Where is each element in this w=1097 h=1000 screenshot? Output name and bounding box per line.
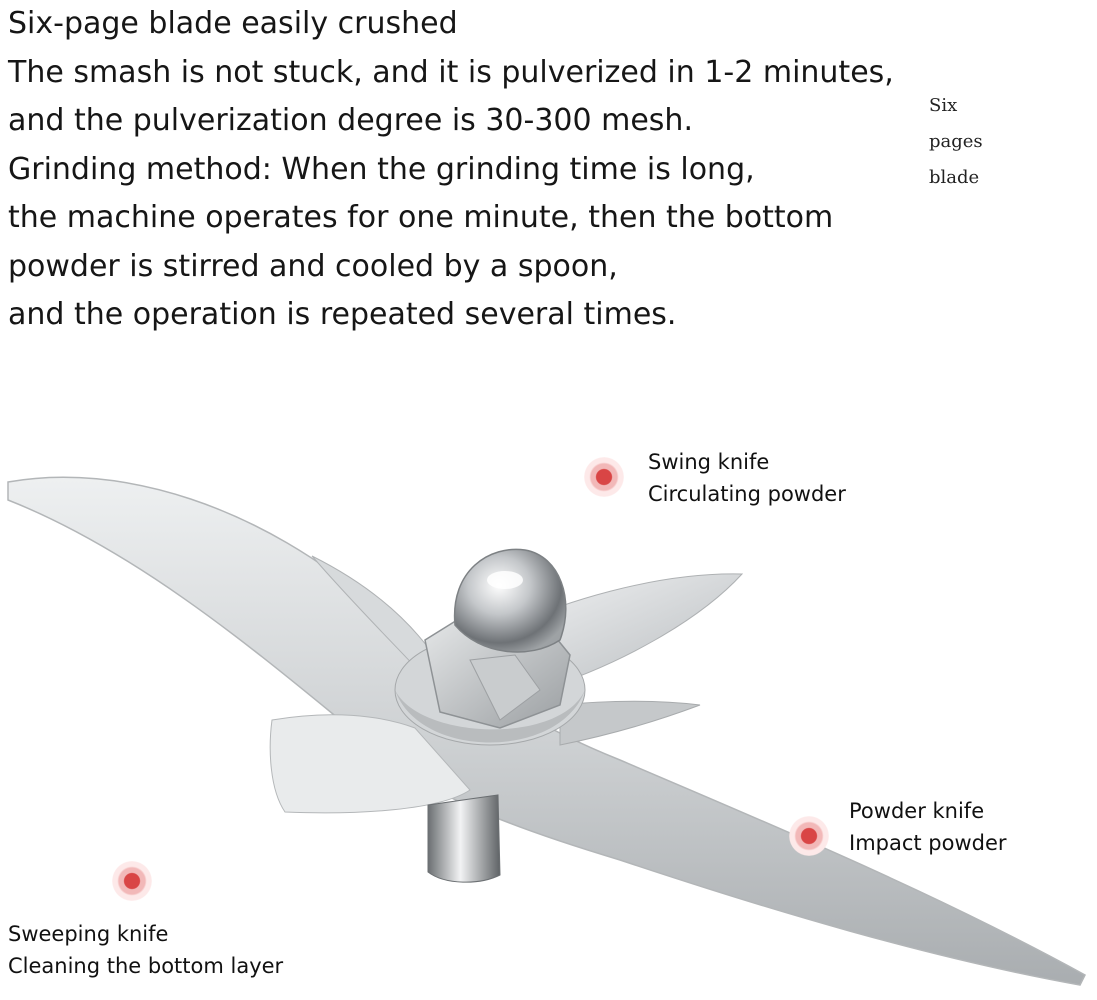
intro-line: and the pulverization degree is 30-300 mesh. xyxy=(8,103,693,138)
powder-knife-title: Powder knife xyxy=(849,799,985,823)
intro-line: The smash is not stuck, and it is pulverized in 1-2 minutes, xyxy=(8,54,894,90)
powder-knife-callout xyxy=(849,795,1007,859)
side-note-line: Six xyxy=(929,95,958,116)
dome-highlight xyxy=(487,571,523,589)
dome-cap xyxy=(455,549,566,652)
swing-knife-callout xyxy=(648,446,846,510)
swing-knife-title: Swing knife xyxy=(648,450,770,474)
sweeping-knife-title: Sweeping knife xyxy=(8,922,169,946)
powder-knife-desc: Impact powder xyxy=(849,831,1007,855)
side-note-line: blade xyxy=(929,167,980,188)
intro-line: and the operation is repeated several times. xyxy=(8,297,677,332)
intro-line: Six-page blade easily crushed xyxy=(8,6,458,41)
intro-line: the machine operates for one minute, then the bottom xyxy=(8,200,834,235)
sweeping-knife-marker xyxy=(112,861,152,901)
sweeping-knife-desc: Cleaning the bottom layer xyxy=(8,954,284,978)
swing-knife-marker xyxy=(584,457,624,497)
powder-wing xyxy=(560,701,700,745)
intro-line: powder is stirred and cooled by a spoon, xyxy=(8,248,618,284)
intro-line: Grinding method: When the grinding time is long, xyxy=(8,151,755,187)
sweeping-knife-callout xyxy=(8,918,283,982)
side-note-line: pages xyxy=(929,131,983,152)
swing-knife-desc: Circulating powder xyxy=(648,482,846,506)
powder-knife-marker xyxy=(789,816,829,856)
shaft xyxy=(428,795,500,882)
